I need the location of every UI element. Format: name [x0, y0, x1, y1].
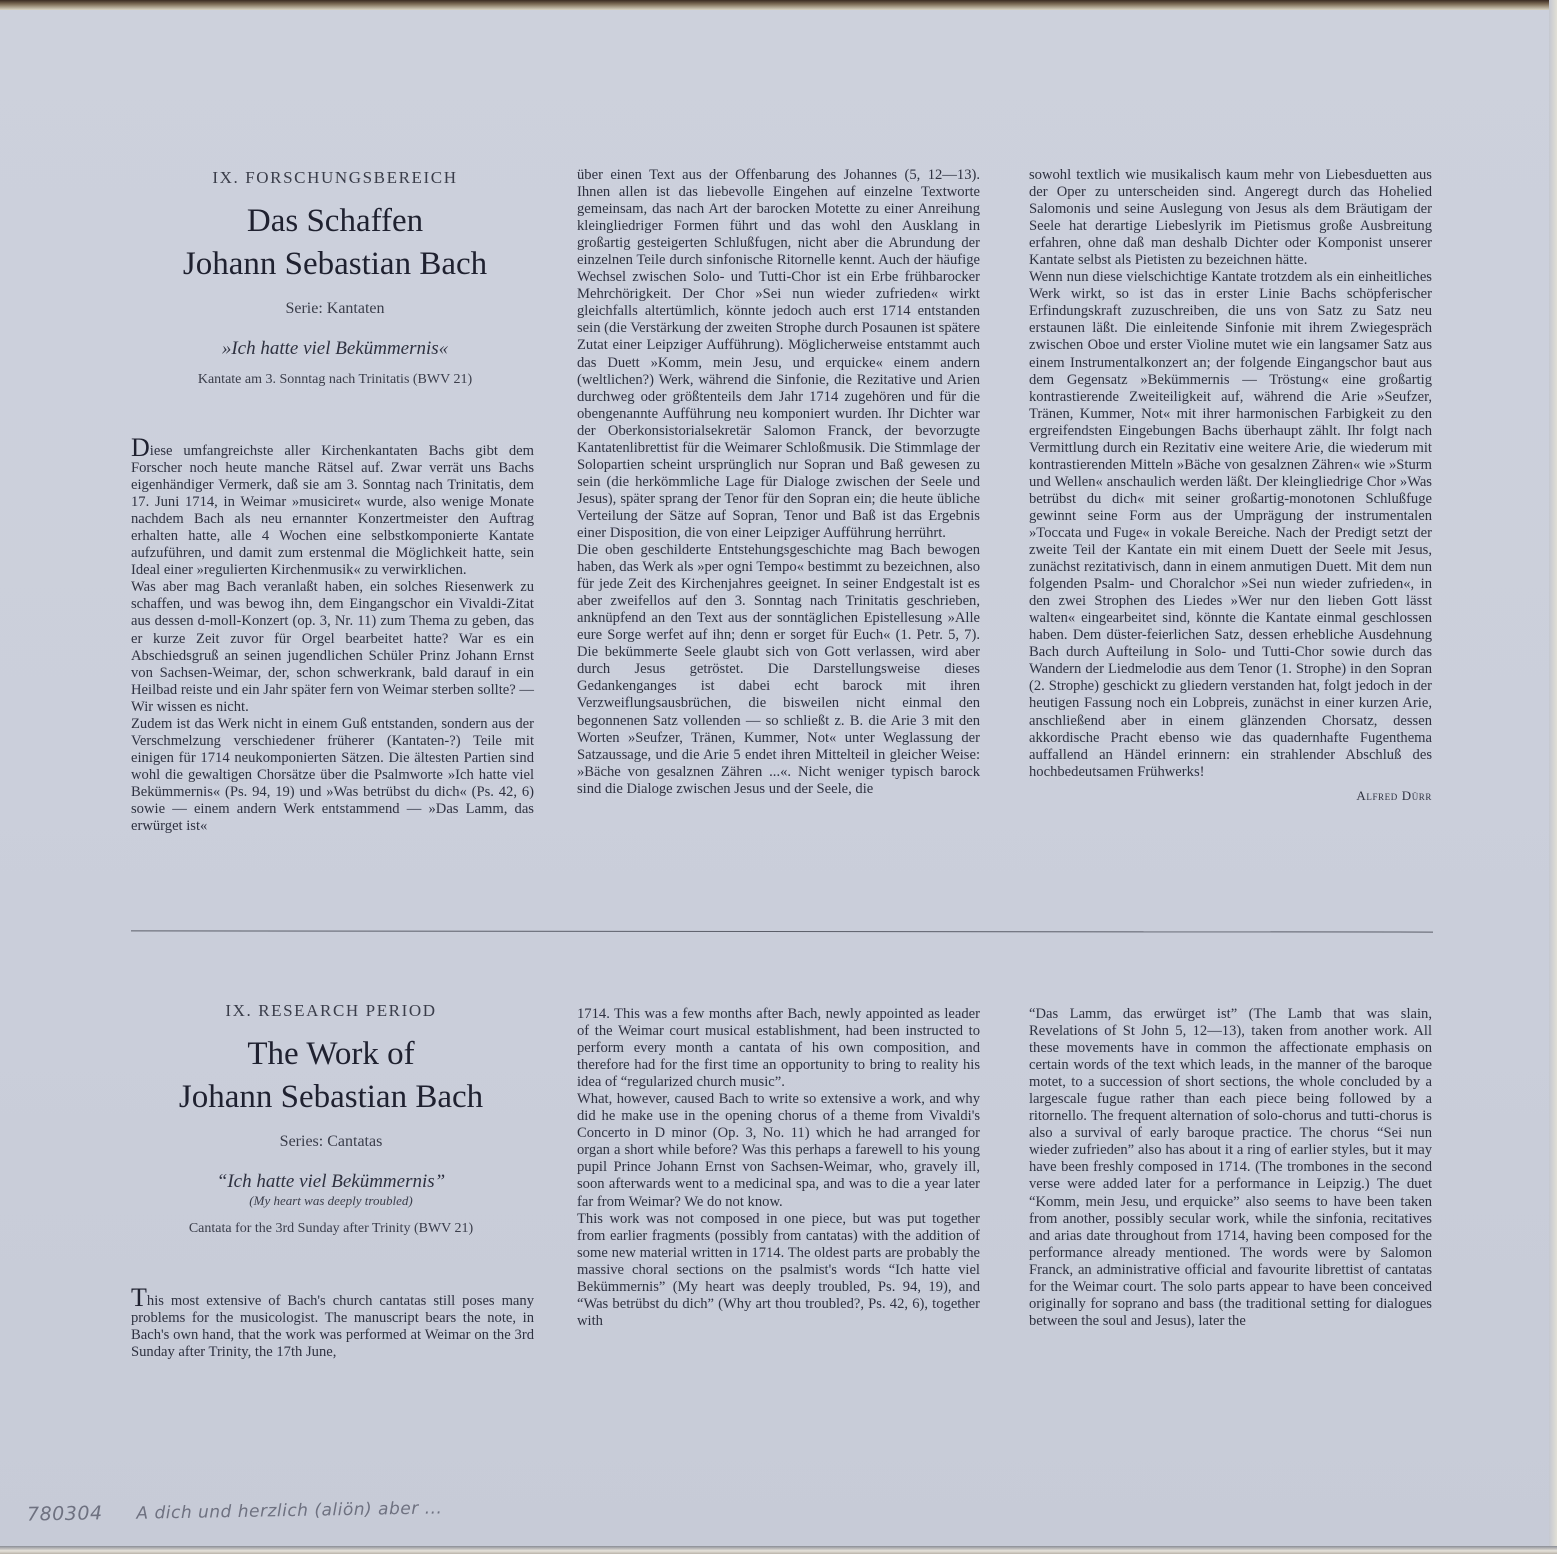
english-series: Series: Cantatas	[279, 1133, 383, 1150]
english-col2-para-1: 1714. This was a few months after Bach, newly appointed as leader of the Weimar court musical establishment, had been instructed to perform every month a cantata of his own composition, and therefore had for the first time an opportunity to bring to reality his idea of “regularized church music”.	[577, 1006, 980, 1091]
german-occasion: Kantate am 3. Sonntag nach Trinitatis (BWV 21)	[197, 372, 473, 387]
english-work-subtitle: (My heart was deeply troubled)	[249, 1193, 413, 1208]
english-col2-para-3: This work was not composed in one piece, but was put together from earlier fragments (possibly from cantatas) with the addition of some new material written in 1714. The oldest parts are probably the massive choral sections on the psalmist's words “Ich hatte viel Bekümmernis” (My heart was deeply troubled, Ps. 94, 19), and “Was betrübst du dich” (Why art thou troubled?, Ps. 42, 6), together with	[577, 1210, 980, 1329]
german-series: Serie: Kantaten	[285, 300, 385, 317]
german-col1-para-2: Was aber mag Bach veranlaßt haben, ein solches Riesenwerk zu schaffen, und was bewog ihn, dem Eingangschor ein Vivaldi-Zitat aus dessen d-moll-Konzert (op. 3, Nr. 11) zum Thema zu geben, das er kurze Zeit zuvor für Orgel bearbeitet hatte? War es ein Abschiedsgruß an seinen jugendlichen Schüler Prinz Johann Ernst von Sachsen-Weimar, der, schon schwerkrank, bald darauf in ein Heilbad reiste und ein Jahr später fern von Weimar sterben sollte? — Wir wissen es nicht.	[131, 579, 534, 715]
english-title-line1: The Work of	[247, 1036, 415, 1072]
english-occasion: Cantata for the 3rd Sunday after Trinity (BWV 21)	[188, 1221, 474, 1236]
sleeve-bottom-edge	[0, 1546, 1557, 1554]
german-col1-para-3: Zudem ist das Werk nicht in einem Guß entstanden, sondern aus der Verschmelzung verschiedener früherer (Kantaten-?) Teile mit einigen für 1714 neukomponierten Sätzen. Die ältesten Partien sind wohl die gewaltigen Chorsätze über die Psalmworte »Ich hatte viel Bekümmernis« (Ps. 94, 19) und »Was betrübst du dich« (Ps. 42, 6) sowie — einem andern Werk entstammend — »Das Lamm, das erwürget ist«	[131, 715, 534, 835]
handwritten-number: 780304	[26, 1502, 103, 1526]
english-column-3	[1029, 1006, 1432, 1330]
english-col2-para-2: What, however, caused Bach to write so extensive a work, and why did he make use in the opening chorus of a theme from Vivaldi's Concerto in D minor (Op. 3, No. 11) which he had arranged for organ a short while before? Was this perhaps a farewell to his young pupil Prince Johann Ernst von Sachsen-Weimar, who, gravely ill, soon afterwards went to a medicinal spa, and was to die a year later far from Weimar? We do not know.	[577, 1091, 980, 1210]
handwritten-note	[27, 1496, 443, 1525]
english-col3-para-1: “Das Lamm, das erwürget ist” (The Lamb that was slain, Revelations of St John 5, 12—13), taken from another work. All these movements have in common the affectionate emphasis on certain words of the text which leads, in the manner of the baroque motet, to a succession of short sections, the whole concluded by a largescale fugue rather than each piece being followed by a ritornello. The frequent alternation of solo-chorus and tutti-chorus is also a survival of early baroque practice. The chorus “Sei nun wieder zufrieden” also has about it a ring of earlier styles, but it may have been freshly composed in 1714. (The trombones in the second verse were added later for a performance in Leipzig.) The duet “Komm, mein Jesu, und erquicke” also seems to have been taken from another, possibly secular work, while the sinfonia, recitatives and arias date throughout from 1714, having been composed for the performance already mentioned. The words were by Salomon Franck, an administrative official and favourite librettist of cantatas for the Weimar court. The solo parts appear to have been conceived originally for soprano and bass (the traditional setting for dialogues between the soul and Jesus), later the	[1029, 1006, 1432, 1329]
german-col3-para-2: Wenn nun diese vielschichtige Kantate trotzdem als ein einheitliches Werk wirkt, so ist das in erster Linie Bachs schöpferischer Erfindungskraft zuzuschreiben, die uns von Satz zu Satz neu erstaunen läßt. Die einleitende Sinfonie mit ihrem Zwiegespräch zwischen Oboe und erster Violine mutet wie ein langsamer Satz aus einem Instrumentalkonzert an; der folgende Eingangschor baut aus dem Gegensatz »Bekümmernis — Tröstung« eine großartig kontrastierende Zweiteiligkeit auf, während die Arie »Seufzer, Tränen, Kummer, Not« mit ihrer harmonischen Farbigkeit zu den ergreifendsten Eingebungen Bachs überhaupt zählt. Ihr folgt nach Vermittlung durch ein Rezitativ eine weitere Arie, die wiederum mit kontrastierenden Mitteln »Bäche von gesalznen Zähren« wie »Sturm und Wellen« anschaulich werden läßt. Der kleingliedrige Chor »Was betrübst du dich« mit seiner großartig-monotonen Schlußfuge gewinnt seine Form aus der Umprägung der instrumentalen »Toccata und Fuge« in vokale Bereiche. Nach der Predigt setzt der zweite Teil der Kantate ein mit einem Duett der Seele mit Jesus, zunächst rezitativisch, dann in einem anmutigen Duett. Mit dem nun folgenden Psalm- und Choralchor »Sei nun wieder zufrieden«, in den zwei Strophen des Liedes »Wer nur den lieben Gott lässt walten« eingearbeitet sind, könnte die Kantate einmal geschlossen haben. Dem düster-feierlichen Satz, dessen erhebliche Ausdehnung Bach durch Aufteilung in Solo- und Tutti-Chor sowie durch das Wandern der Liedmelodie aus dem Tenor (1. Strophe) in den Sopran (2. Strophe) geschickt zu gliedern verstanden hat, folgt jedoch in der heutigen Fassung noch ein Lobpreis, zunächst in einer kurzen Arie, anschließend aber in einem glänzenden Chorsatz, dessen akkordische Pracht ebenso wie das quadernhafte Fugenthema auffallend an Händel erinnern: ein strahlender Abschluß des hochbedeutsamen Frühwerks!	[1029, 269, 1432, 780]
german-work-title: »Ich hatte viel Bekümmernis«	[221, 338, 449, 359]
section-divider	[131, 930, 1433, 932]
german-title-line1: Das Schaffen	[246, 203, 424, 239]
english-column-1	[131, 1283, 534, 1361]
english-col1-text-1: his most extensive of Bach's church cantatas still poses many problems for the musicologist. The manuscript bears the note, in Bach's own hand, that the work was performed at Weimar on the 3rd Sunday after Trinity, the 17th June,	[131, 1293, 534, 1361]
english-col1-para-1	[131, 1283, 534, 1361]
german-column-1	[131, 433, 534, 835]
handwritten-text: A dich und herzlich (aliön) aber ...	[136, 1498, 443, 1524]
english-header	[126, 1001, 536, 1237]
german-dropcap: D	[131, 433, 150, 462]
sleeve-top-edge	[0, 0, 1557, 10]
english-title-line2: Johann Sebastian Bach	[178, 1079, 484, 1115]
german-header	[130, 168, 540, 388]
german-column-2	[577, 167, 980, 798]
german-col2-para-1: über einen Text aus der Offenbarung des Johannes (5, 12—13). Ihnen allen ist das liebevolle Eingehen auf einzelne Textworte gemeinsam, das nach Art der barocken Motette zu einer Anreihung kleingliedriger Formen führt und das wohl den Ausklang in großartig gesteigerten Schlußfugen, nicht aber die Abrundung der einzelnen Teile durch sinfonische Ritornelle kennt. Auch der häufige Wechsel zwischen Solo- und Tutti-Chor ist ein Erbe frühbarocker Mehrchörigkeit. Der Chor »Sei nun wieder zufrieden« wirkt gleichfalls altertümlich, könnte jedoch auch erst 1714 entstanden sein (die Verstärkung der zweiten Strophe durch Posaunen ist spätere Zutat einer Leipziger Aufführung). Möglicherweise entstammt auch das Duett »Komm, mein Jesu, und erquicke« einem andern (weltlichen?) Werk, während die Sinfonie, die Rezitative und Arien durchweg oder größtenteils dem Jahr 1714 zugehören und für die obengenannte Aufführung neu komponiert wurden. Ihr Dichter war der Oberkonsistorialsekretär Salomon Franck, der bevorzugte Kantatenlibrettist für die Weimarer Schloßmusik. Die Stimmlage der Solopartien scheint ursprünglich nur Sopran und Baß gewesen zu sein (die herkömmliche Lage für Dialoge zwischen der Seele und Jesus), später sprang der Tenor für den Sopran ein; die heute übliche Verteilung der Sätze auf Sopran, Tenor und Baß ist das Ergebnis einer Disposition, die von einer Leipziger Aufführung herrührt.	[577, 167, 980, 541]
english-work-title: “Ich hatte viel Bekümmernis”	[216, 1171, 446, 1192]
german-author: Alfred Dürr	[1356, 787, 1432, 803]
german-col1-para-1	[131, 433, 534, 579]
english-dropcap: T	[131, 1283, 147, 1312]
german-col2-para-2: Die oben geschilderte Entstehungsgeschichte mag Bach bewogen haben, das Werk als »per ogni Tempo« bestimmt zu bezeichnen, also für jede Zeit des Kirchenjahres geeignet. In seiner Endgestalt ist es aber zweifellos auf den 3. Sonntag nach Trinitatis geschrieben, anknüpfend an den Text aus der sonntäglichen Epistellesung »Alle eure Sorge werfet auf ihn; denn er sorget für Euch« (1. Petr. 5, 7). Die bekümmerte Seele glaubt sich von Gott verlassen, wird aber durch Jesus getröstet. Die Darstellungsweise dieses Gedankenganges ist dabei echt barock mit ihren Verzweiflungsausbrüchen, die bisweilen nicht einmal den begonnenen Satz vollenden — so schließt z. B. die Arie 3 mit den Worten »Seufzer, Tränen, Kummer, Not« unter Weglassung der Satzaussage, und die Arie 5 endet ihren Mittelteil in gleicher Weise: »Bäche von gesalznen Zähren ...«. Nicht weniger typisch barock sind die Dialoge zwischen Jesus und der Seele, die	[577, 542, 980, 797]
german-kicker: IX. FORSCHUNGSBEREICH	[212, 168, 458, 187]
german-col3-para-1: sowohl textlich wie musikalisch kaum mehr von Liebesduetten aus der Oper zu unterscheiden sind. Angeregt durch das Hohelied Salomonis und seine Auslegung von Jesus als dem Bräutigam der Seele hat derartige Liebeslyrik im Pietismus große Ausbreitung erfahren, ohne daß man deshalb Dichter oder Komponist unserer Kantate selbst als Pietisten zu bezeichnen hätte.	[1029, 167, 1432, 269]
english-column-2	[577, 1006, 980, 1330]
sleeve-right-edge	[1549, 0, 1557, 1554]
german-title	[130, 200, 540, 286]
german-col1-text-1: iese umfangreichste aller Kirchenkantaten Bachs gibt dem Forscher noch heute manche Rätsel auf. Zwar verrät uns Bachs eigenhändiger Vermerk, daß sie am 3. Sonntag nach Trinitatis, dem 17. Juni 1714, in Weimar »musiciret« wurde, also wenige Monate nachdem Bach als neu ernannter Konzertmeister den Auftrag erhalten hatte, alle 4 Wochen eine selbstkomponierte Kantate aufzuführen, und damit zum erstenmal die Möglichkeit hatte, sein Ideal einer »regulierten Kirchenmusik« zu verwirklichen.	[131, 443, 534, 579]
german-column-3	[1029, 167, 1432, 804]
german-title-line2: Johann Sebastian Bach	[182, 246, 488, 282]
english-kicker: IX. RESEARCH PERIOD	[225, 1001, 437, 1020]
english-title	[126, 1033, 536, 1119]
